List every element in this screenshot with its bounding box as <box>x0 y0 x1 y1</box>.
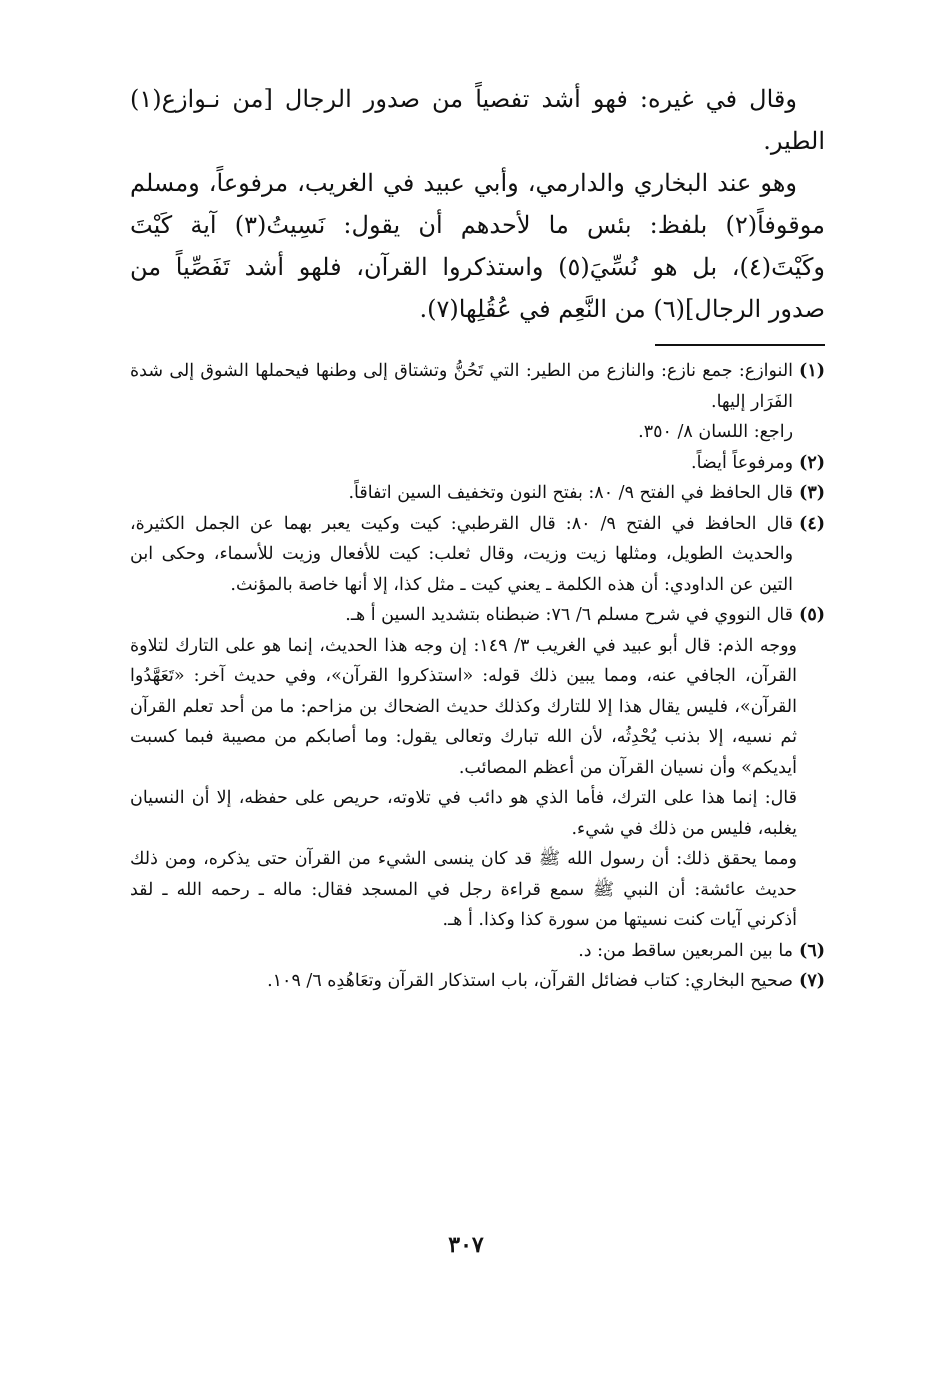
main-paragraph: وقال في غيره: فهو أشد تفصياً من صدور الرجال [من نـوازع(١) الطير. <box>130 85 825 155</box>
footnote-text: قال النووي في شرح مسلم ٦/ ٧٦: ضبطناه بتشديد السين أ هـ. <box>345 605 794 625</box>
footnote-continuation <box>130 631 825 936</box>
footnote-number: (٦) <box>799 940 825 961</box>
footnote-number: (٢) <box>799 452 825 473</box>
footnote-paragraph: قال: إنما هذا على الترك، فأما الذي هو دائب في تلاوته، حريص على حفظه، إلا أن النسيان يغلبه، فليس من ذلك في شيء. <box>130 788 797 839</box>
footnote-text: النوازع: جمع نازع: والنازع من الطير: التي تَحُنُّ وتشتاق إلى وطنها فيحملها الشوق إلى شدة الفَرَار إليها. <box>130 361 794 412</box>
footnote-number: (٥) <box>799 605 825 625</box>
footnote-number: (١) <box>799 361 825 381</box>
footnote-text: ومرفوعاً أيضاً. <box>691 452 794 473</box>
footnote-number: (٧) <box>799 971 825 991</box>
footnote-number: (٤) <box>799 513 825 534</box>
footnote-text: قال الحافظ في الفتح ٩/ ٨٠: بفتح النون وتخفيف السين اتفاقاً. <box>348 483 794 503</box>
footnote-paragraph: ووجه الذم: قال أبو عبيد في الغريب ٣/ ١٤٩: إن وجه هذا الحديث، إنما هو على التارك لتلاوة القرآن، الجافي عنه، ومما يبين ذلك قوله: «استذكروا القرآن»، وفي حديث آخر: «تَعَهَّدُوا القرآن»، فليس يقال هذا إلا للتارك وكذلك حديث الضحاك بن مزاحم: ما من أحد تعلم القرآن ثم نسيه، إلا بذنب يُحْدِثُه، لأن الله تبارك وتعالى يقول: وما أصابكم من مصيبة فبما كسبت أيديكم» وأن نسيان القرآن من أعظم المصائب. <box>130 635 798 778</box>
footnote-paragraph: ومما يحقق ذلك: أن رسول الله ﷺ قد كان ينسى الشيء من القرآن حتى يذكره، ومن ذلك حديث عائشة: أن النبي ﷺ سمع قراءة رجل في المسجد فقال: ماله ـ رحمه الله ـ لقد أذكرني آيات كنت نسيتها من سورة كذا وكذا. أ هـ. <box>130 849 797 930</box>
footnotes <box>130 356 825 997</box>
main-paragraph: وهو عند البخاري والدارمي، وأبي عبيد في الغريب، مرفوعاً، ومسلم موقوفاً(٢) بلفظ: بئس ما لأحدهم أن يقول: نَسِيتُ(٣) آية كَيْتَ وكَيْتَ(٤)، بل هو نُسِّيَ(٥) واستذكروا القرآن، فلهو أشد تَفَصِّياً من صدور الرجال](٦) من النَّعِم في عُقُلِها(٧). <box>130 169 825 323</box>
footnote <box>130 600 825 631</box>
footnote <box>130 356 825 448</box>
footnote-separator <box>655 344 825 346</box>
page-number: ٣٠٧ <box>448 1232 484 1258</box>
footnote-number: (٣) <box>799 483 825 503</box>
footnote <box>130 966 825 997</box>
footnote <box>130 936 825 967</box>
main-text <box>130 78 825 330</box>
footnote-text: صحيح البخاري: كتاب فضائل القرآن، باب استذكار القرآن وتعَاهُدِه ٦/ ١٠٩. <box>267 971 794 991</box>
footnote-text: ما بين المربعين ساقط من: د. <box>578 940 794 961</box>
footnote-text: راجع: اللسان ٨/ ٣٥٠. <box>638 422 794 442</box>
footnote <box>130 478 825 509</box>
footnote <box>130 448 825 479</box>
footnote <box>130 509 825 601</box>
footnote-text: قال الحافظ في الفتح ٩/ ٨٠: قال القرطبي: كيت وكيت يعبر بهما عن الجمل الكثيرة، والحديث الطويل، ومثلها زيت وزيت، وقال ثعلب: كيت للأفعال وزيت للأسماء، وحكى ابن التين عن الداودي: أن هذه الكلمة ـ يعني كيت ـ مثل كذا، إلا أنها خاصة بالمؤنث. <box>130 513 794 595</box>
